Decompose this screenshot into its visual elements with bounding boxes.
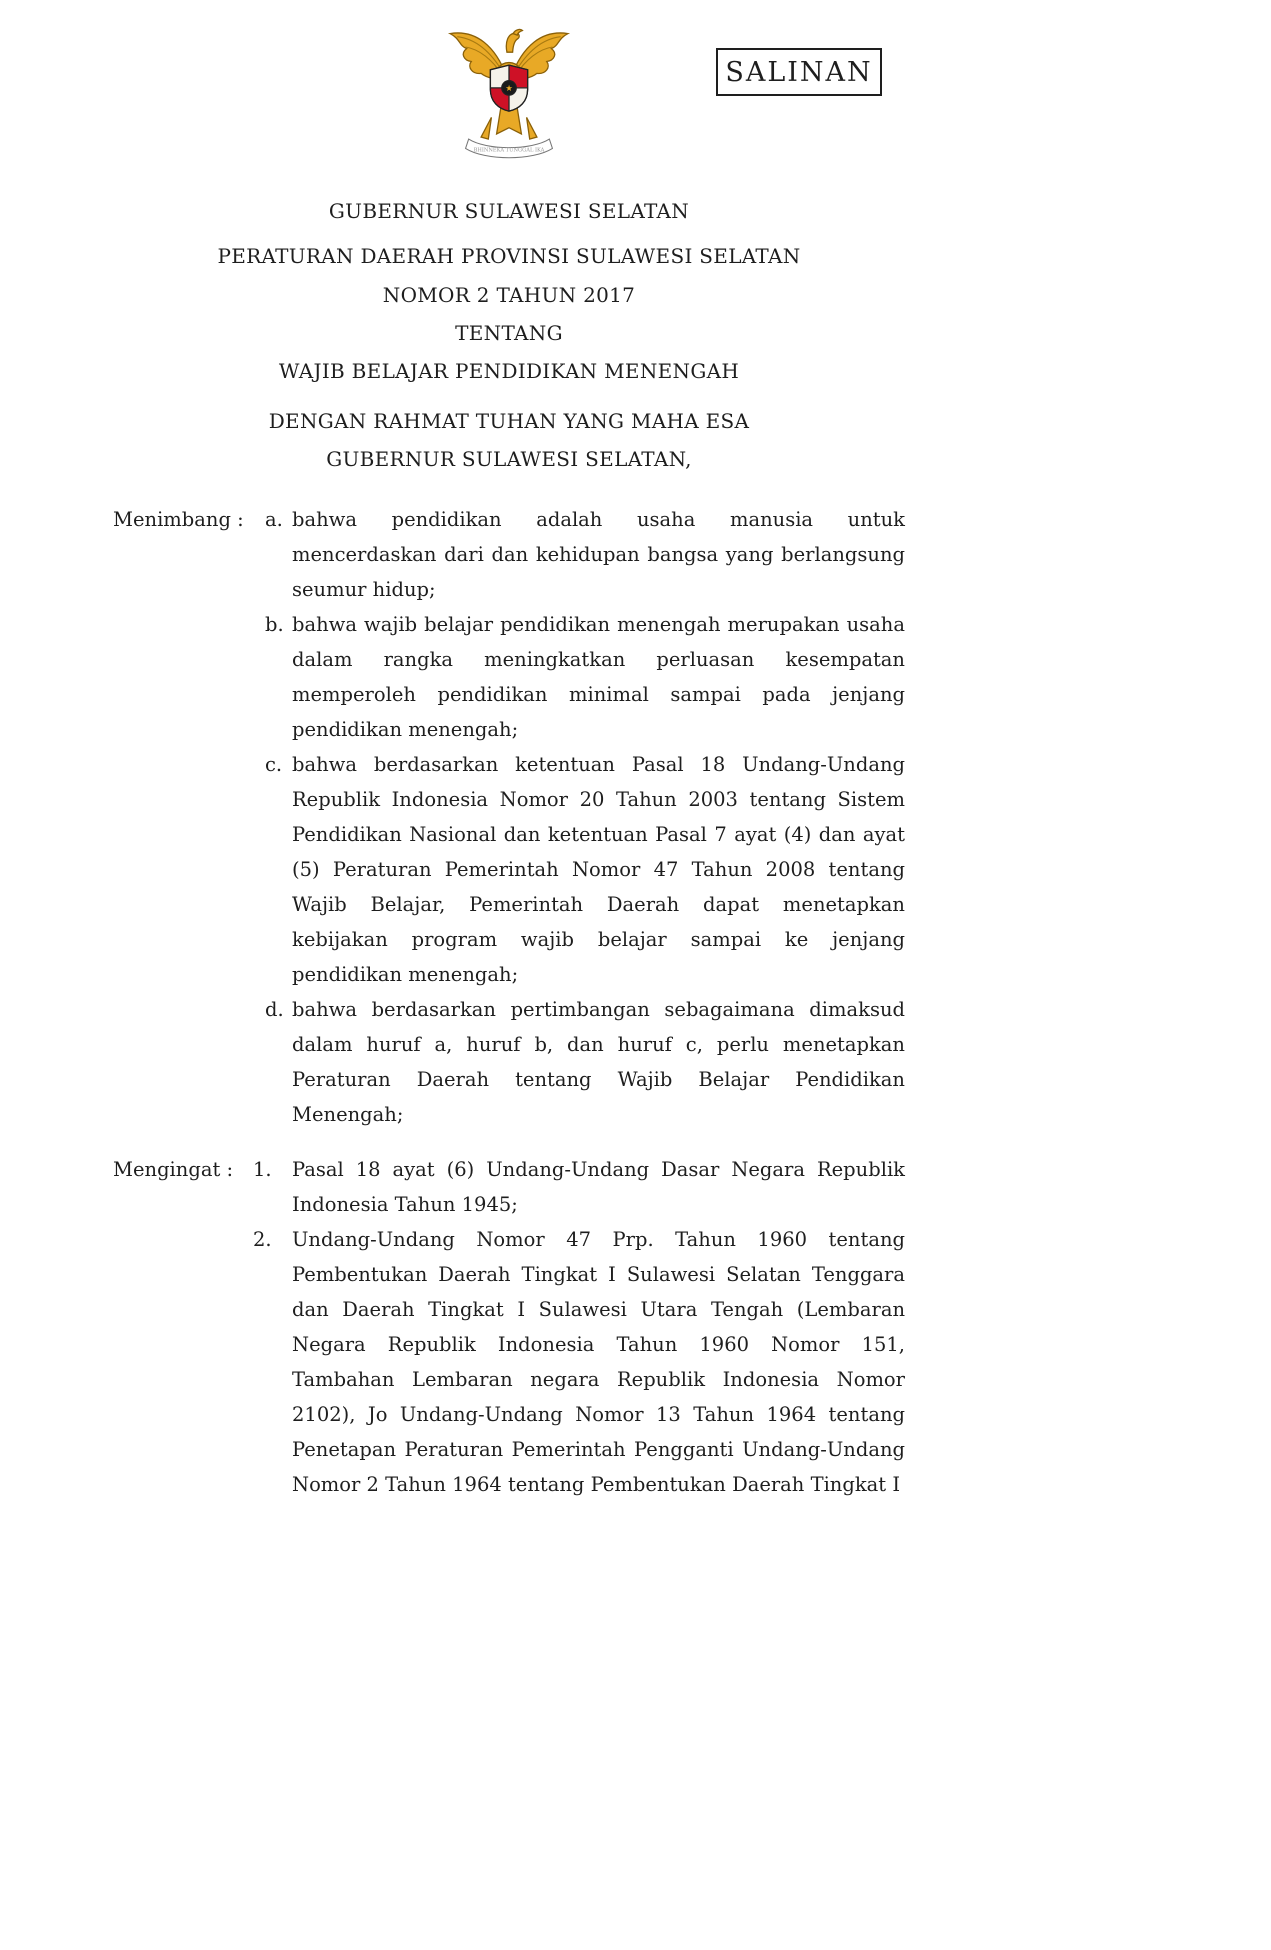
mengingat-section <box>113 1152 905 1502</box>
doc-regulation-title: PERATURAN DAERAH PROVINSI SULAWESI SELATAN <box>217 244 801 268</box>
item-marker: d. <box>265 998 284 1021</box>
doc-number: NOMOR 2 TAHUN 2017 <box>382 283 636 307</box>
doc-subject: WAJIB BELAJAR PENDIDIKAN MENENGAH <box>278 359 740 383</box>
consideration-item <box>265 502 905 607</box>
consideration-item <box>265 992 905 1132</box>
consideration-item <box>265 607 905 747</box>
menimbang-section <box>113 502 905 1132</box>
mengingat-label: Mengingat : <box>113 1158 234 1181</box>
document-content <box>113 0 905 1502</box>
menimbang-label: Menimbang : <box>113 508 244 531</box>
item-text: Undang-Undang Nomor 47 Prp. Tahun 1960 tentang Pembentukan Daerah Tingkat I Sulawesi Selatan Tenggara dan Daerah Tingkat I Sulawesi Utara Tengah (Lembaran Negara Republik Indonesia Tahun 1960 Nomor 151, Tambahan Lembaran negara Republik Indonesia Nomor 2102), Jo Undang-Undang Nomor 13 Tahun 1964 tentang Penetapan Peraturan Pemerintah Pengganti Undang-Undang Nomor 2 Tahun 1964 tentang Pembentukan Daerah Tingkat I <box>292 1228 905 1496</box>
garuda-emblem-icon <box>441 16 577 166</box>
legal-basis-item <box>253 1152 905 1222</box>
item-marker: 1. <box>253 1158 272 1181</box>
svg-text:★: ★ <box>505 83 513 93</box>
item-text: bahwa berdasarkan pertimbangan sebagaimana dimaksud dalam huruf a, huruf b, dan huruf c, perlu menetapkan Peraturan Daerah tentang Wajib Belajar Pendidikan Menengah; <box>292 998 905 1126</box>
doc-tentang: TENTANG <box>455 321 563 345</box>
item-text: bahwa pendidikan adalah usaha manusia untuk mencerdaskan dari dan kehidupan bangsa yang berlangsung seumur hidup; <box>292 508 905 601</box>
item-text: bahwa berdasarkan ketentuan Pasal 18 Undang-Undang Republik Indonesia Nomor 20 Tahun 2003 tentang Sistem Pendidikan Nasional dan ketentuan Pasal 7 ayat (4) dan ayat (5) Peraturan Pemerintah Nomor 47 Tahun 2008 tentang Wajib Belajar, Pemerintah Daerah dapat menetapkan kebijakan program wajib belajar sampai ke jenjang pendidikan menengah; <box>292 753 905 986</box>
emblem-container <box>113 16 905 166</box>
menimbang-items <box>265 502 905 1132</box>
legal-basis-item <box>253 1222 905 1502</box>
doc-invocation: DENGAN RAHMAT TUHAN YANG MAHA ESA <box>268 409 750 433</box>
item-marker: b. <box>265 613 284 636</box>
item-text: Pasal 18 ayat (6) Undang-Undang Dasar Negara Republik Indonesia Tahun 1945; <box>292 1158 905 1216</box>
mengingat-items <box>253 1152 905 1502</box>
item-marker: 2. <box>253 1228 272 1251</box>
consideration-item <box>265 747 905 992</box>
item-marker: c. <box>265 753 283 776</box>
emblem-motto: BHINNEKA TUNGGAL IKA <box>473 147 545 154</box>
salinan-stamp-label: SALINAN <box>725 56 873 88</box>
item-text: bahwa wajib belajar pendidikan menengah merupakan usaha dalam rangka meningkatkan perluasan kesempatan memperoleh pendidikan minimal sampai pada jenjang pendidikan menengah; <box>292 613 905 741</box>
item-marker: a. <box>265 508 283 531</box>
doc-institution-title: GUBERNUR SULAWESI SELATAN <box>328 199 690 223</box>
doc-issuer: GUBERNUR SULAWESI SELATAN, <box>326 447 692 471</box>
